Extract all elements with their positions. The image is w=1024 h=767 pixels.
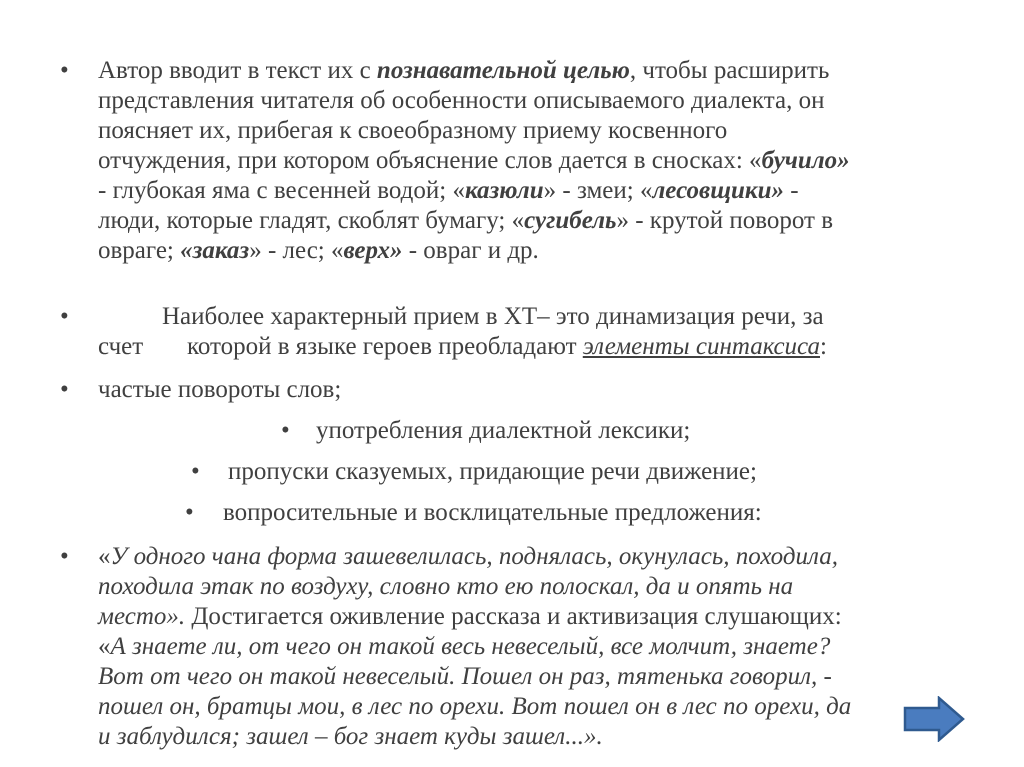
emphasis-text: познавательной целью <box>376 57 630 84</box>
sub-item-2: пропуски сказуемых, придающие речи движение; <box>228 458 757 485</box>
bullet-marker: • <box>60 376 69 403</box>
term-verkh: верх» <box>343 237 403 264</box>
term-lesovshchiki: лесовщики» <box>652 177 785 204</box>
term-zakaz: «заказ <box>180 237 250 264</box>
sub-bullet-marker: • <box>191 458 200 485</box>
bullet-marker: • <box>60 57 69 84</box>
term-kazyuli: казюли <box>464 177 544 204</box>
sub-bullet-marker: • <box>185 499 194 526</box>
sub-item-1: употребления диалектной лексики; <box>316 417 691 444</box>
bullet-item-1: Автор вводит в текст их с познавательной целью, чтобы расширить представления читателя об особенности описываемого диалекта, он поясняет их, прибегая к своеобразному приему косвенного отчуждения, при котором объяснение слов дается в сносках: «бучило» - глубокая яма с весенней водой; «казюли» - змеи; «лесовщики» - люди, которые гладят, скоблят бумагу; «сугибель» - крутой поворот в овраге; «заказ» - лес; «верх» - овраг и др. <box>98 57 850 264</box>
next-arrow-icon[interactable] <box>903 696 965 742</box>
bullet-marker: • <box>60 303 69 330</box>
syntax-elements-link[interactable]: элементы синтаксиса <box>582 333 820 360</box>
bullet-item-4: «У одного чана форма зашевелилась, поднялась, окунулась, походила, походила этак по воздуху, словно кто ею полоскал, да и опять на место». Достигается оживление рассказа и активизация слушающих: «А знаете ли, от чего он такой весь невеселый, все молчит, знаете? Вот от чего он такой невеселый. Пошел он раз, тятенька говорил, - пошел он, братцы мои, в лес по орехи. Вот пошел он в лес по орехи, да и заблудился; зашел – бог знает куды зашел...». <box>98 543 852 750</box>
bullet-item-3: частые повороты слов; <box>98 376 342 403</box>
term-buchilo: бучило» <box>761 147 850 174</box>
sub-bullet-marker: • <box>281 417 290 444</box>
sub-item-3: вопросительные и восклицательные предложения: <box>223 499 762 526</box>
bullet-marker: • <box>60 543 69 570</box>
bullet-item-2: Наиболее характерный прием в ХТ– это динамизация речи, за счет которой в языке героев преобладают элементы синтаксиса: <box>98 303 827 360</box>
term-sugibel: сугибель <box>524 207 617 234</box>
